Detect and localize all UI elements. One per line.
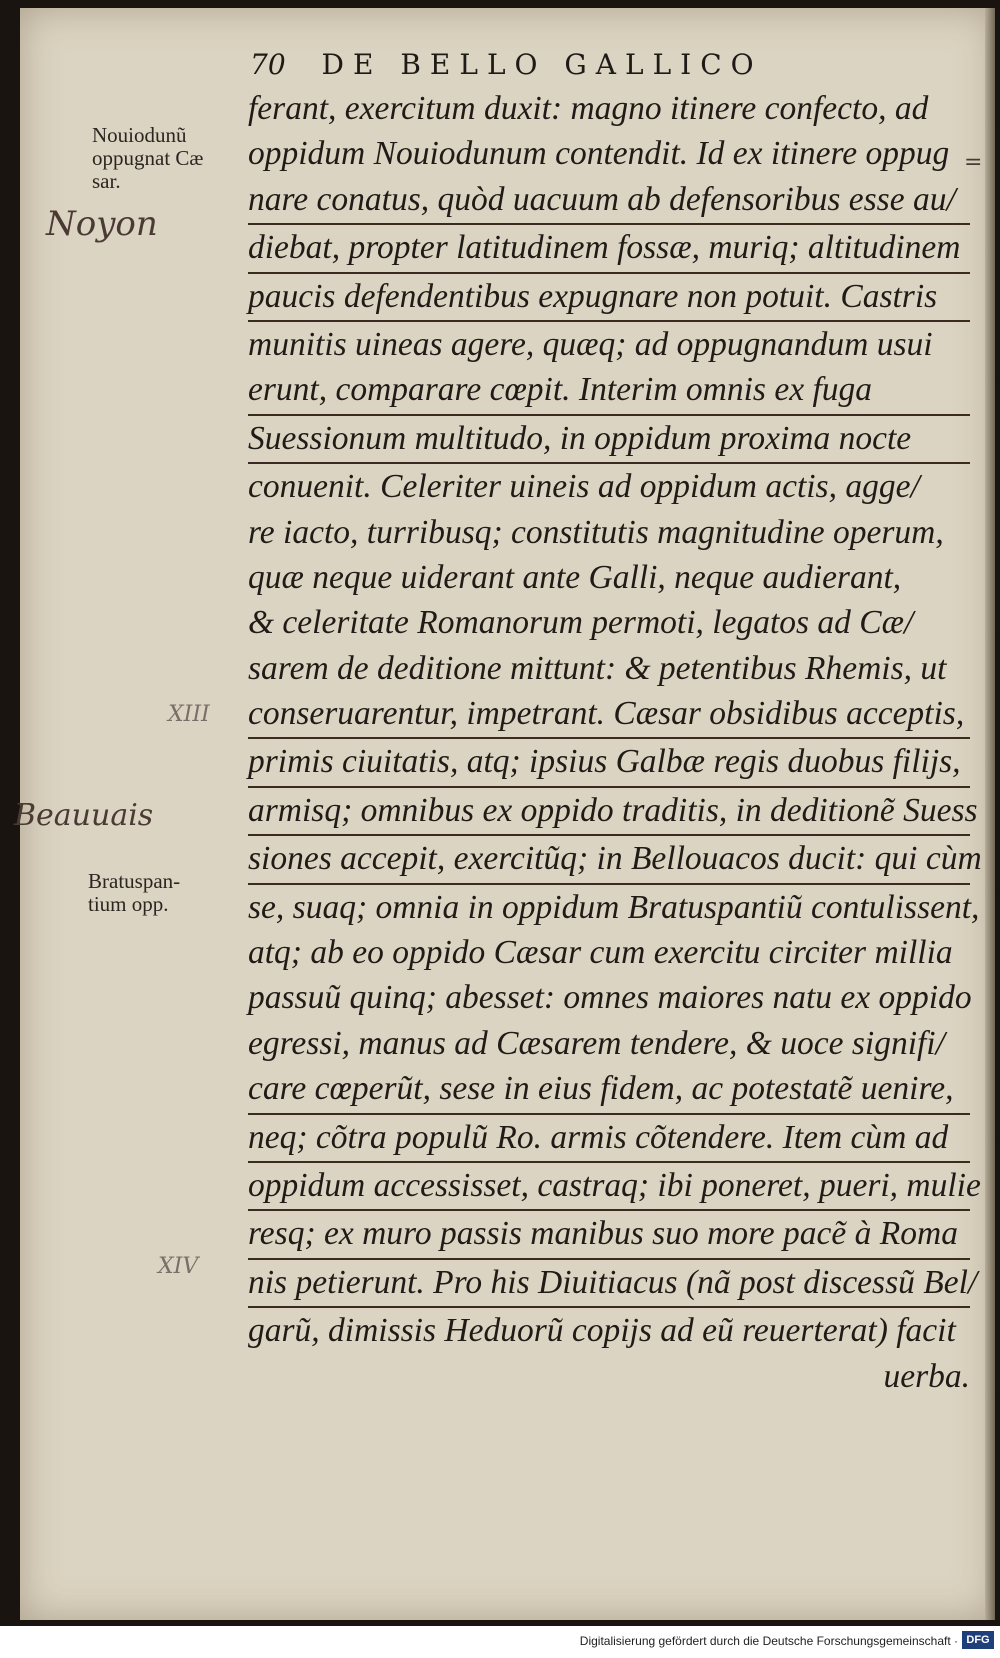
text-line: sarem de deditione mittunt: & petentibus Rhemis, ut (248, 649, 947, 687)
text-line: se, suaq; omnia in oppidum Bratuspantiũ contulissent, (248, 888, 980, 926)
text-line: passuũ quinq; abesset: omnes maiores natu ex oppido (248, 979, 972, 1017)
text-line: egressi, manus ad Cæsarem tendere, & uoce signifi/ (248, 1024, 945, 1062)
text-line: diebat, propter latitudinem fossæ, muriq; altitudinem (248, 225, 970, 273)
page-edge-shadow (985, 8, 995, 1620)
text-line: primis ciuitatis, atq; ipsius Galbæ regis duobus filijs, (248, 739, 970, 787)
text-line: uerba. (883, 1357, 970, 1395)
main-text-block (248, 86, 982, 1399)
book-page (14, 8, 995, 1620)
text-line: care cœperũt, sese in eius fidem, ac potestatẽ uenire, (248, 1066, 970, 1114)
running-header (250, 48, 870, 81)
text-line: oppidum accessisset, castraq; ibi poneret, pueri, mulie (248, 1163, 970, 1211)
running-title: DE BELLO GALLICO (321, 48, 763, 81)
text-line: neq; cõtra populũ Ro. armis cõtendere. Item cùm ad (248, 1115, 970, 1163)
margin-note-line: sar. (92, 169, 121, 193)
dfg-logo-icon: DFG (962, 1631, 994, 1649)
handwritten-mark: = (964, 150, 983, 175)
digitization-footer (0, 1626, 1000, 1658)
margin-note-line: Bratuspan- (88, 869, 181, 893)
text-line: siones accepit, exercitũq; in Bellouacos ducit: qui cùm (248, 836, 970, 884)
handwritten-beauvais: Beauuais (14, 798, 154, 833)
page-number: 70 (250, 48, 286, 81)
margin-note-bratuspantium (88, 870, 180, 916)
text-line: garũ, dimissis Heduorũ copijs ad eũ reuerterat) facit (248, 1312, 956, 1350)
text-line: atq; ab eo oppido Cæsar cum exercitu circiter millia (248, 934, 953, 972)
text-line: erunt, comparare cœpit. Interim omnis ex fuga (248, 367, 970, 415)
text-line: ferant, exercitum duxit: magno itinere confecto, ad (248, 90, 929, 127)
text-line: quæ neque uiderant ante Galli, neque audierant, (248, 558, 902, 596)
margin-note-line: Nouiodunũ (92, 123, 187, 147)
text-line: oppidum Nouiodunum contendit. Id ex itinere oppug (248, 135, 950, 173)
text-line: re iacto, turribusq; constitutis magnitudine operum, (248, 513, 944, 551)
margin-note-line: tium opp. (88, 892, 169, 916)
text-line: conseruarentur, impetrant. Cæsar obsidibus acceptis, (248, 691, 970, 739)
handwritten-roman-xiii: XIII (168, 702, 210, 727)
text-line: & celeritate Romanorum permoti, legatos ad Cæ/ (248, 604, 914, 642)
text-line: resq; ex muro passis manibus suo more pacẽ à Roma (248, 1211, 970, 1259)
handwritten-noyon: Noyon (46, 204, 158, 244)
text-line: nis petierunt. Pro his Diuitiacus (nã post discessũ Bel/ (248, 1260, 970, 1308)
text-line: conuenit. Celeriter uineis ad oppidum actis, agge/ (248, 468, 920, 506)
margin-note-nouiodunum (92, 124, 203, 193)
margin-note-line: oppugnat Cæ (92, 146, 204, 170)
text-line: armisq; omnibus ex oppido traditis, in deditionẽ Suess (248, 788, 970, 836)
text-line: Suessionum multitudo, in oppidum proxima nocte (248, 416, 970, 464)
text-line: paucis defendentibus expugnare non potuit. Castris (248, 274, 970, 322)
footer-credit: Digitalisierung gefördert durch die Deutsche Forschungsgemeinschaft · (579, 1634, 958, 1648)
handwritten-roman-xiv: XIV (158, 1254, 199, 1279)
text-line: nare conatus, quòd uacuum ab defensoribus esse au/ (248, 177, 970, 225)
text-line: munitis uineas agere, quæq; ad oppugnandum usui (248, 325, 933, 363)
